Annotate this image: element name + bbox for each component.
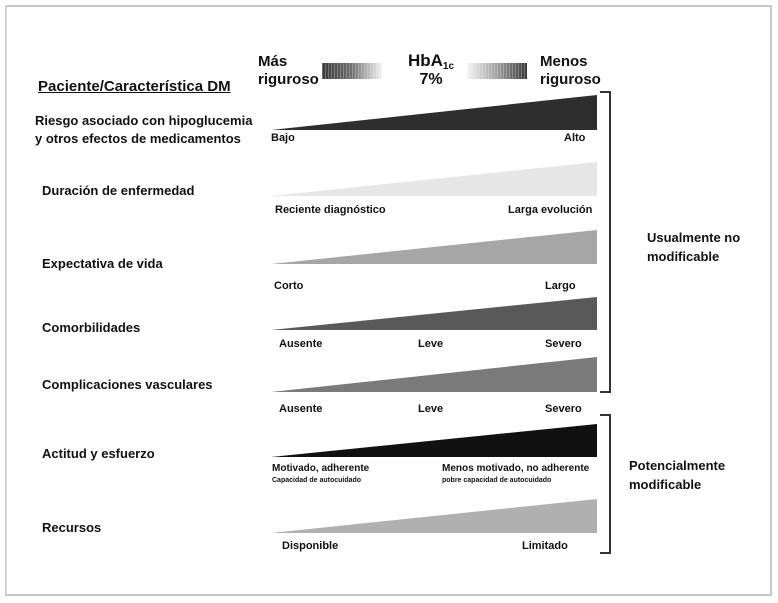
wedge-life-expectancy (271, 230, 597, 264)
tick-duration-long: Larga evolución (508, 204, 593, 216)
less-stringent-label: Menos riguroso (540, 53, 601, 88)
tick-vascular-absent: Ausente (279, 403, 323, 415)
hba1c-value: 7% (419, 71, 443, 88)
wedge-attitude-effort (271, 424, 597, 457)
tick-vascular-severe: Severo (545, 403, 582, 415)
tick-life-long: Largo (545, 280, 576, 292)
row-label-comorbidities: Comorbilidades (42, 320, 141, 335)
tick-life-short: Corto (274, 280, 304, 292)
wedge-comorbidities (271, 297, 597, 330)
tick-resources-available: Disponible (282, 540, 339, 552)
row-label-attitude-effort: Actitud y esfuerzo (42, 446, 155, 461)
subtick-attitude-selfcare: Capacidad de autocuidado (272, 477, 362, 484)
subtick-attitude-poor-selfcare: pobre capacidad de autocuidado (442, 477, 552, 484)
section-title: Paciente/Característica DM (38, 78, 231, 95)
tick-resources-limited: Limitado (522, 540, 568, 552)
tick-comorbidities-mild: Leve (418, 338, 444, 350)
tick-vascular-mild: Leve (418, 403, 444, 415)
row-label-hypoglycemia-risk: Riesgo asociado con hipoglucemia y otros efectos de medicamentos (35, 113, 253, 146)
bracket-potentially-modifiable (600, 415, 610, 553)
tick-comorbidities-absent: Ausente (279, 338, 323, 350)
more-stringent-label: Más riguroso (258, 53, 319, 88)
group-label-usually-not-modifiable: Usualmente no modificable (647, 230, 741, 264)
row-label-vascular-complications: Complicaciones vasculares (42, 377, 213, 392)
wedge-vascular-complications (271, 357, 597, 392)
bracket-usually-not-modifiable (600, 92, 610, 392)
tick-attitude-motivated: Motivado, adherente (272, 463, 370, 474)
wedge-disease-duration (271, 162, 597, 196)
tick-hypoglycemia-low: Bajo (271, 132, 295, 144)
tick-attitude-less-motivated: Menos motivado, no adherente (442, 463, 590, 474)
row-label-disease-duration: Duración de enfermedad (42, 183, 195, 198)
row-label-resources: Recursos (42, 520, 102, 535)
hba1c-subscript: 1c (442, 61, 455, 72)
group-label-potentially-modifiable: Potencialmente modificable (629, 458, 726, 492)
tick-comorbidities-severe: Severo (545, 338, 582, 350)
row-label-life-expectancy: Expectativa de vida (42, 256, 163, 271)
tick-hypoglycemia-high: Alto (564, 132, 586, 144)
hba1c-label: HbA (407, 51, 443, 70)
wedge-resources (271, 499, 597, 533)
wedge-hypoglycemia-risk (271, 95, 597, 130)
tick-duration-recent: Reciente diagnóstico (275, 204, 386, 216)
